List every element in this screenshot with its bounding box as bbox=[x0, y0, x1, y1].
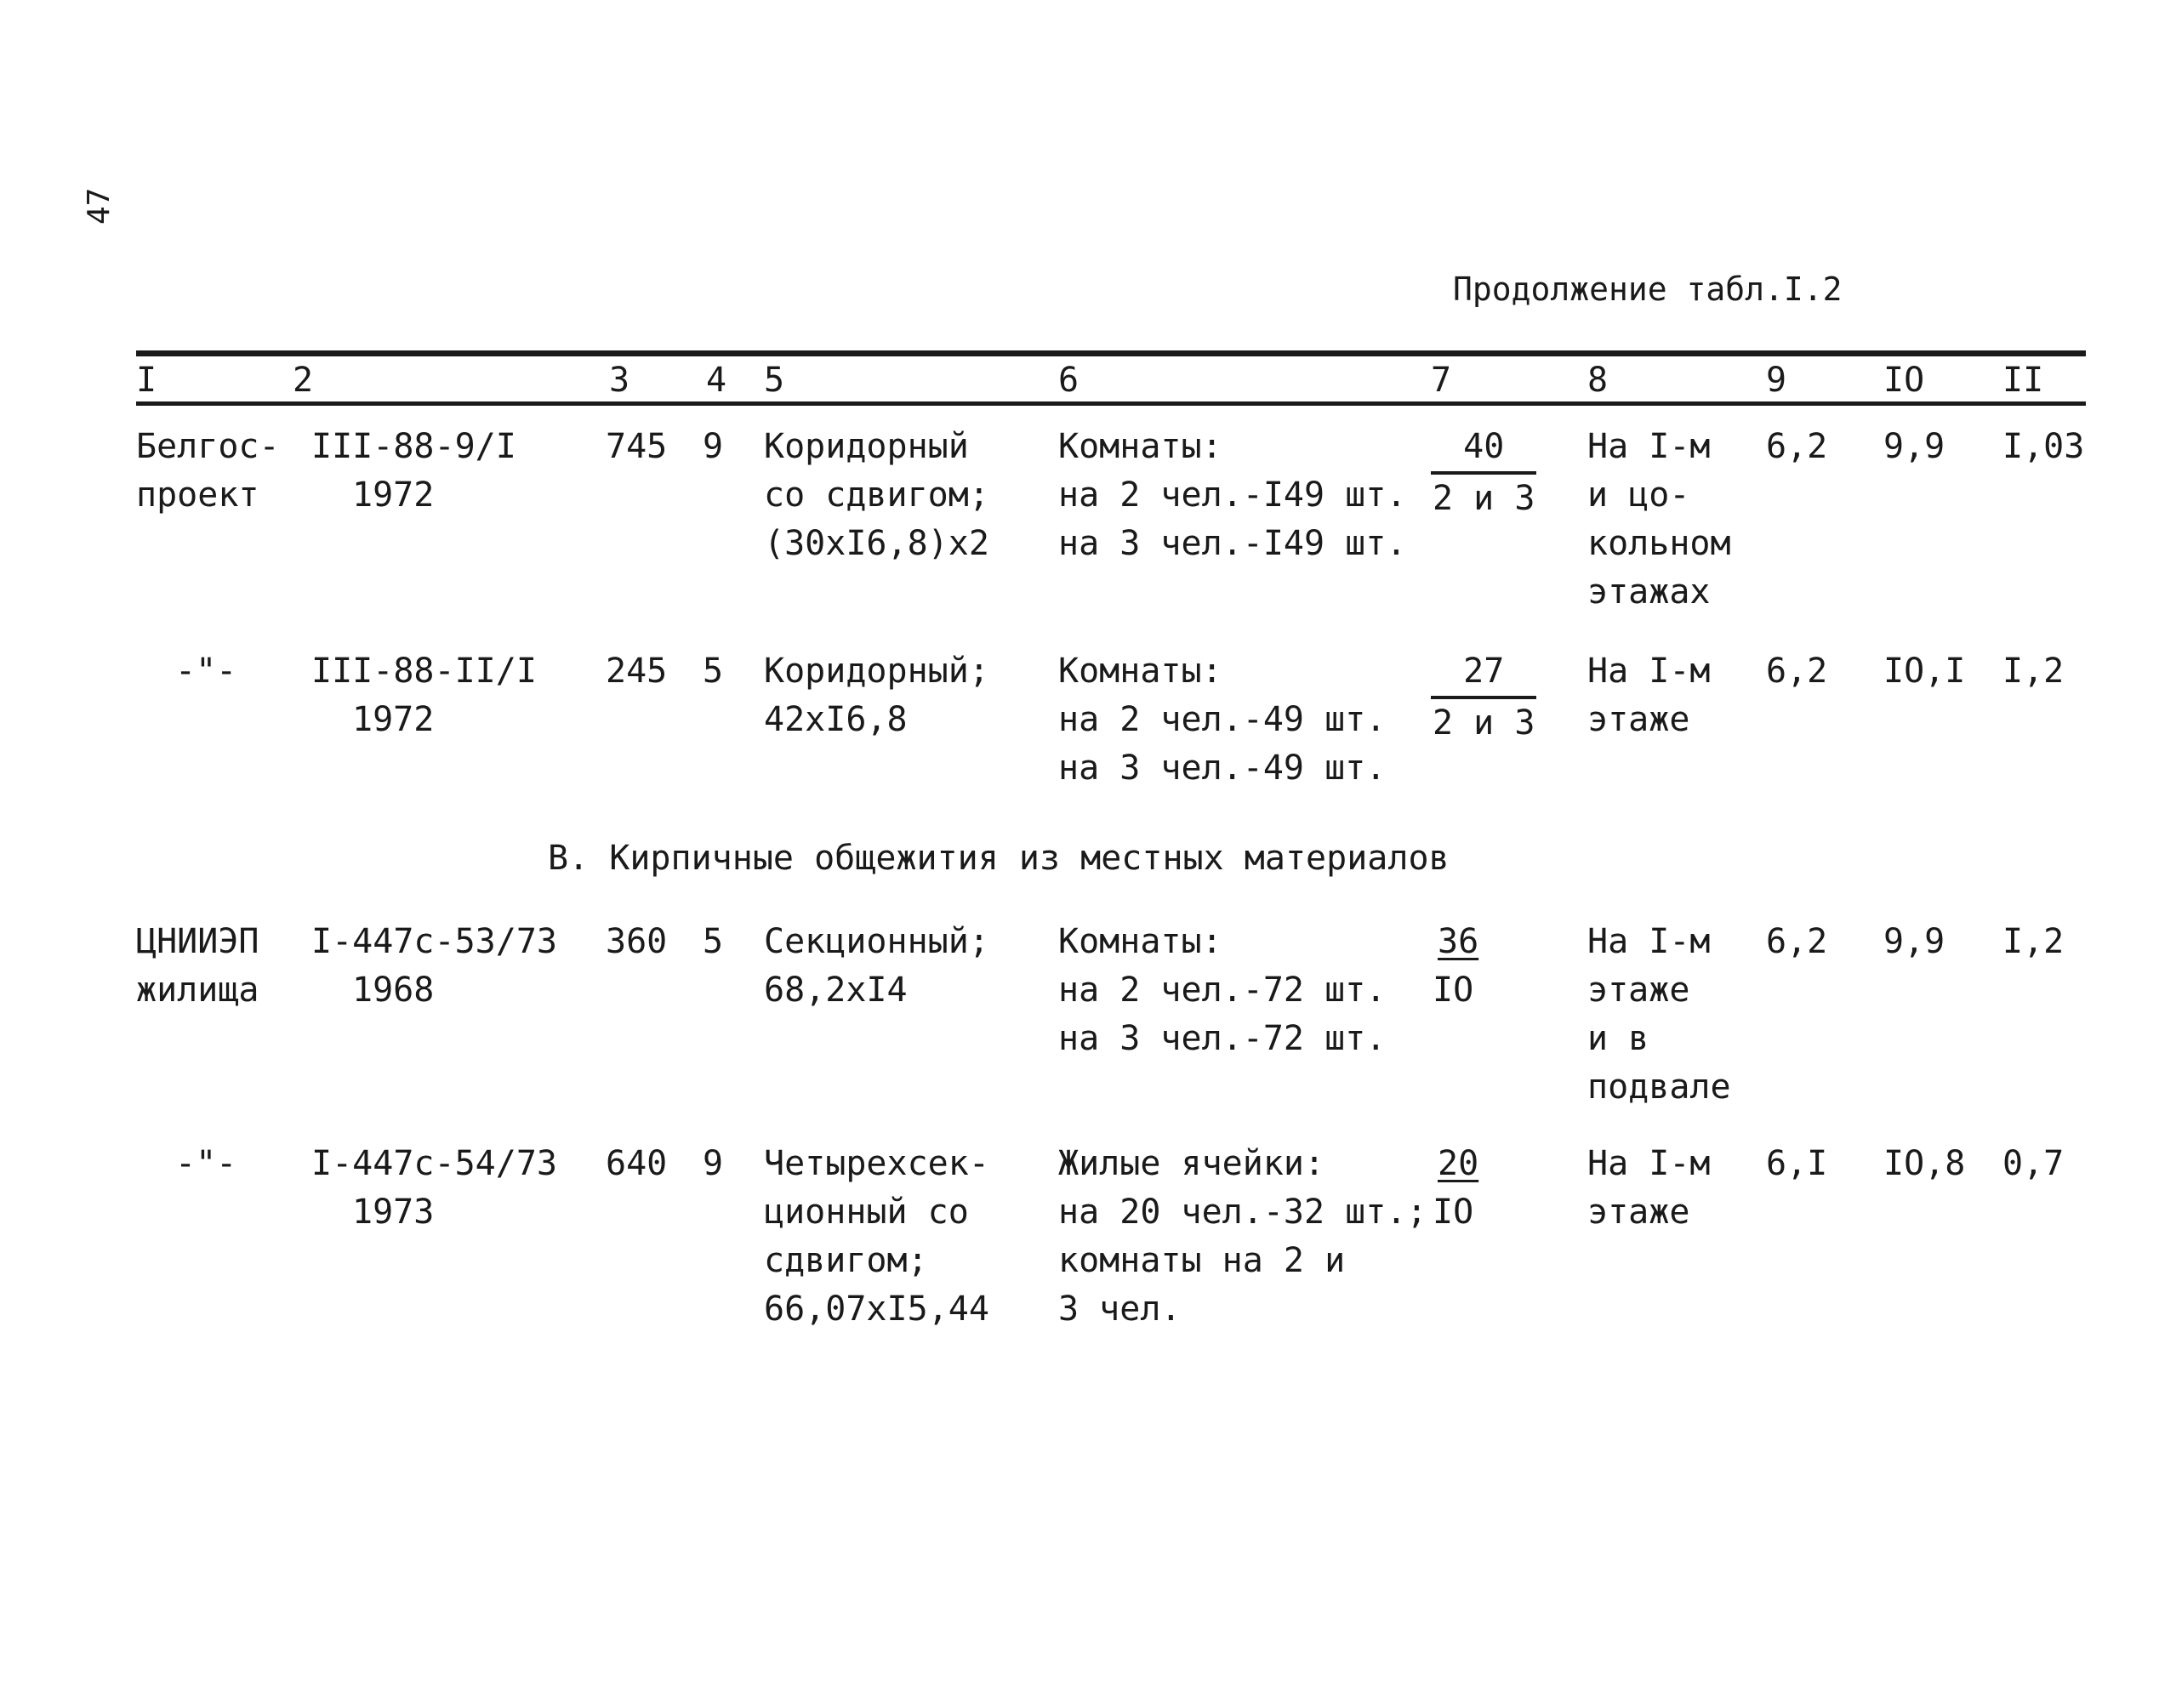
value-col-9: 6,2 bbox=[1766, 652, 1828, 691]
type-line: Коридорный; bbox=[764, 652, 989, 691]
rooms-line: комнаты на 2 и bbox=[1058, 1241, 1346, 1280]
placement-cell bbox=[1587, 918, 1731, 1112]
project-code: I-447c-53/73 bbox=[311, 922, 557, 961]
type-line: со сдвигом; bbox=[764, 475, 989, 515]
fraction-cell bbox=[1431, 1140, 1485, 1237]
placement-line: этаже bbox=[1587, 971, 1690, 1010]
rooms-line: Комнаты: bbox=[1058, 922, 1222, 961]
type-line: ционный со bbox=[764, 1193, 969, 1232]
project-cell bbox=[311, 423, 516, 520]
fraction bbox=[1431, 647, 1536, 748]
value-col-10: 9,9 bbox=[1883, 922, 1945, 961]
org-cell bbox=[136, 647, 236, 696]
org-cell bbox=[136, 918, 259, 1015]
placement-line: и в bbox=[1587, 1019, 1649, 1058]
project-cell bbox=[311, 1140, 557, 1237]
floors-cell: 5 bbox=[703, 922, 724, 961]
section-title: В. Кирпичные общежития из местных материалов bbox=[548, 839, 1450, 878]
placement-line: подвале bbox=[1587, 1068, 1731, 1107]
rooms-line: на 3 чел.-72 шт. bbox=[1058, 1019, 1387, 1058]
placement-cell bbox=[1587, 647, 1711, 744]
value-col-11: 0,7 bbox=[2002, 1144, 2065, 1183]
floors-cell: 5 bbox=[703, 652, 724, 691]
fraction-cell bbox=[1431, 423, 1536, 523]
type-cell bbox=[764, 1140, 989, 1334]
project-code: III-88-II/I bbox=[311, 652, 537, 691]
places-cell: 360 bbox=[606, 922, 668, 961]
rooms-line: на 2 чел.-49 шт. bbox=[1058, 700, 1387, 739]
fraction bbox=[1431, 1140, 1485, 1237]
type-line: Четырехсек- bbox=[764, 1144, 989, 1183]
value-col-10: 9,9 bbox=[1883, 427, 1945, 466]
places-cell: 745 bbox=[606, 427, 668, 466]
fraction-denominator: 2 и 3 bbox=[1433, 703, 1535, 743]
rooms-cell bbox=[1058, 1140, 1427, 1334]
table-header-rule bbox=[136, 401, 2086, 406]
type-line: сдвигом; bbox=[764, 1241, 928, 1280]
header-col-3: 3 bbox=[609, 361, 630, 400]
value-col-10: IO,8 bbox=[1883, 1144, 1966, 1183]
value-col-11: I,2 bbox=[2002, 922, 2065, 961]
rooms-line: Комнаты: bbox=[1058, 652, 1222, 691]
rooms-cell bbox=[1058, 647, 1386, 793]
fraction-denominator: 2 и 3 bbox=[1433, 479, 1535, 518]
value-col-11: I,2 bbox=[2002, 652, 2065, 691]
fraction-denominator: IO bbox=[1433, 1193, 1474, 1232]
project-code: III-88-9/I bbox=[311, 427, 516, 466]
type-line: 68,2xI4 bbox=[764, 971, 908, 1010]
org-cell bbox=[136, 1140, 236, 1188]
rooms-line: на 2 чел.-72 шт. bbox=[1058, 971, 1387, 1010]
project-cell bbox=[311, 647, 537, 744]
org-cell bbox=[136, 423, 280, 520]
org-line: жилища bbox=[136, 971, 259, 1010]
org-line: Белгос- bbox=[136, 427, 280, 466]
rooms-cell bbox=[1058, 423, 1406, 568]
table-top-rule bbox=[136, 350, 2086, 356]
placement-line: и цо- bbox=[1587, 475, 1690, 515]
floors-cell: 9 bbox=[703, 427, 724, 466]
project-year: 1973 bbox=[352, 1193, 435, 1232]
header-col-7: 7 bbox=[1431, 361, 1452, 400]
project-cell bbox=[311, 918, 557, 1015]
fraction-numerator: 36 bbox=[1438, 922, 1479, 961]
rooms-line: 3 чел. bbox=[1058, 1290, 1182, 1329]
fraction-cell bbox=[1431, 647, 1536, 748]
ditto-mark: -"- bbox=[175, 1144, 237, 1183]
fraction bbox=[1431, 423, 1536, 523]
table-continuation-label: Продолжение табл.I.2 bbox=[1453, 270, 1843, 308]
value-col-11: I,03 bbox=[2002, 427, 2085, 466]
rooms-line: Жилые ячейки: bbox=[1058, 1144, 1325, 1183]
rooms-line: на 3 чел.-49 шт. bbox=[1058, 749, 1387, 788]
org-line: проект bbox=[136, 475, 259, 515]
type-line: 66,07xI5,44 bbox=[764, 1290, 989, 1329]
value-col-9: 6,2 bbox=[1766, 922, 1828, 961]
placement-line: этажах bbox=[1587, 572, 1711, 612]
floors-cell: 9 bbox=[703, 1144, 724, 1183]
fraction-numerator: 27 bbox=[1431, 647, 1536, 699]
header-col-2: 2 bbox=[293, 361, 314, 400]
type-line: 42xI6,8 bbox=[764, 700, 908, 739]
placement-line: кольном bbox=[1587, 524, 1731, 563]
placement-line: этаже bbox=[1587, 1193, 1690, 1232]
fraction-numerator: 20 bbox=[1438, 1144, 1479, 1183]
header-col-1: I bbox=[136, 361, 157, 400]
project-year: 1972 bbox=[352, 475, 435, 515]
fraction-numerator: 40 bbox=[1431, 423, 1536, 475]
placement-line: На I-м bbox=[1587, 427, 1711, 466]
type-line: Секционный; bbox=[764, 922, 989, 961]
placement-line: На I-м bbox=[1587, 922, 1711, 961]
header-col-6: 6 bbox=[1058, 361, 1080, 400]
placement-cell bbox=[1587, 423, 1731, 617]
type-line: (30xI6,8)x2 bbox=[764, 524, 989, 563]
project-year: 1972 bbox=[352, 700, 435, 739]
value-col-9: 6,2 bbox=[1766, 427, 1828, 466]
header-col-9: 9 bbox=[1766, 361, 1787, 400]
placement-cell bbox=[1587, 1140, 1711, 1237]
header-col-10: IO bbox=[1883, 361, 1925, 400]
ditto-mark: -"- bbox=[175, 652, 237, 691]
rooms-line: на 2 чел.-I49 шт. bbox=[1058, 475, 1407, 515]
places-cell: 245 bbox=[606, 652, 668, 691]
type-cell bbox=[764, 423, 989, 568]
value-col-9: 6,I bbox=[1766, 1144, 1828, 1183]
places-cell: 640 bbox=[606, 1144, 668, 1183]
placement-line: этаже bbox=[1587, 700, 1690, 739]
fraction-denominator: IO bbox=[1433, 971, 1474, 1010]
rooms-line: на 20 чел.-32 шт.; bbox=[1058, 1193, 1427, 1232]
fraction-cell bbox=[1431, 918, 1485, 1015]
rooms-line: на 3 чел.-I49 шт. bbox=[1058, 524, 1407, 563]
project-year: 1968 bbox=[352, 971, 435, 1010]
header-col-4: 4 bbox=[706, 361, 727, 400]
placement-line: На I-м bbox=[1587, 1144, 1711, 1183]
type-line: Коридорный bbox=[764, 427, 969, 466]
rooms-cell bbox=[1058, 918, 1386, 1063]
type-cell bbox=[764, 647, 989, 744]
header-col-11: II bbox=[2002, 361, 2044, 400]
type-cell bbox=[764, 918, 989, 1015]
fraction bbox=[1431, 918, 1485, 1015]
value-col-10: IO,I bbox=[1883, 652, 1966, 691]
header-col-8: 8 bbox=[1587, 361, 1609, 400]
org-line: ЦНИИЭП bbox=[136, 922, 259, 961]
page-number: 47 bbox=[82, 187, 117, 225]
project-code: I-447c-54/73 bbox=[311, 1144, 557, 1183]
rooms-line: Комнаты: bbox=[1058, 427, 1222, 466]
header-col-5: 5 bbox=[764, 361, 785, 400]
placement-line: На I-м bbox=[1587, 652, 1711, 691]
